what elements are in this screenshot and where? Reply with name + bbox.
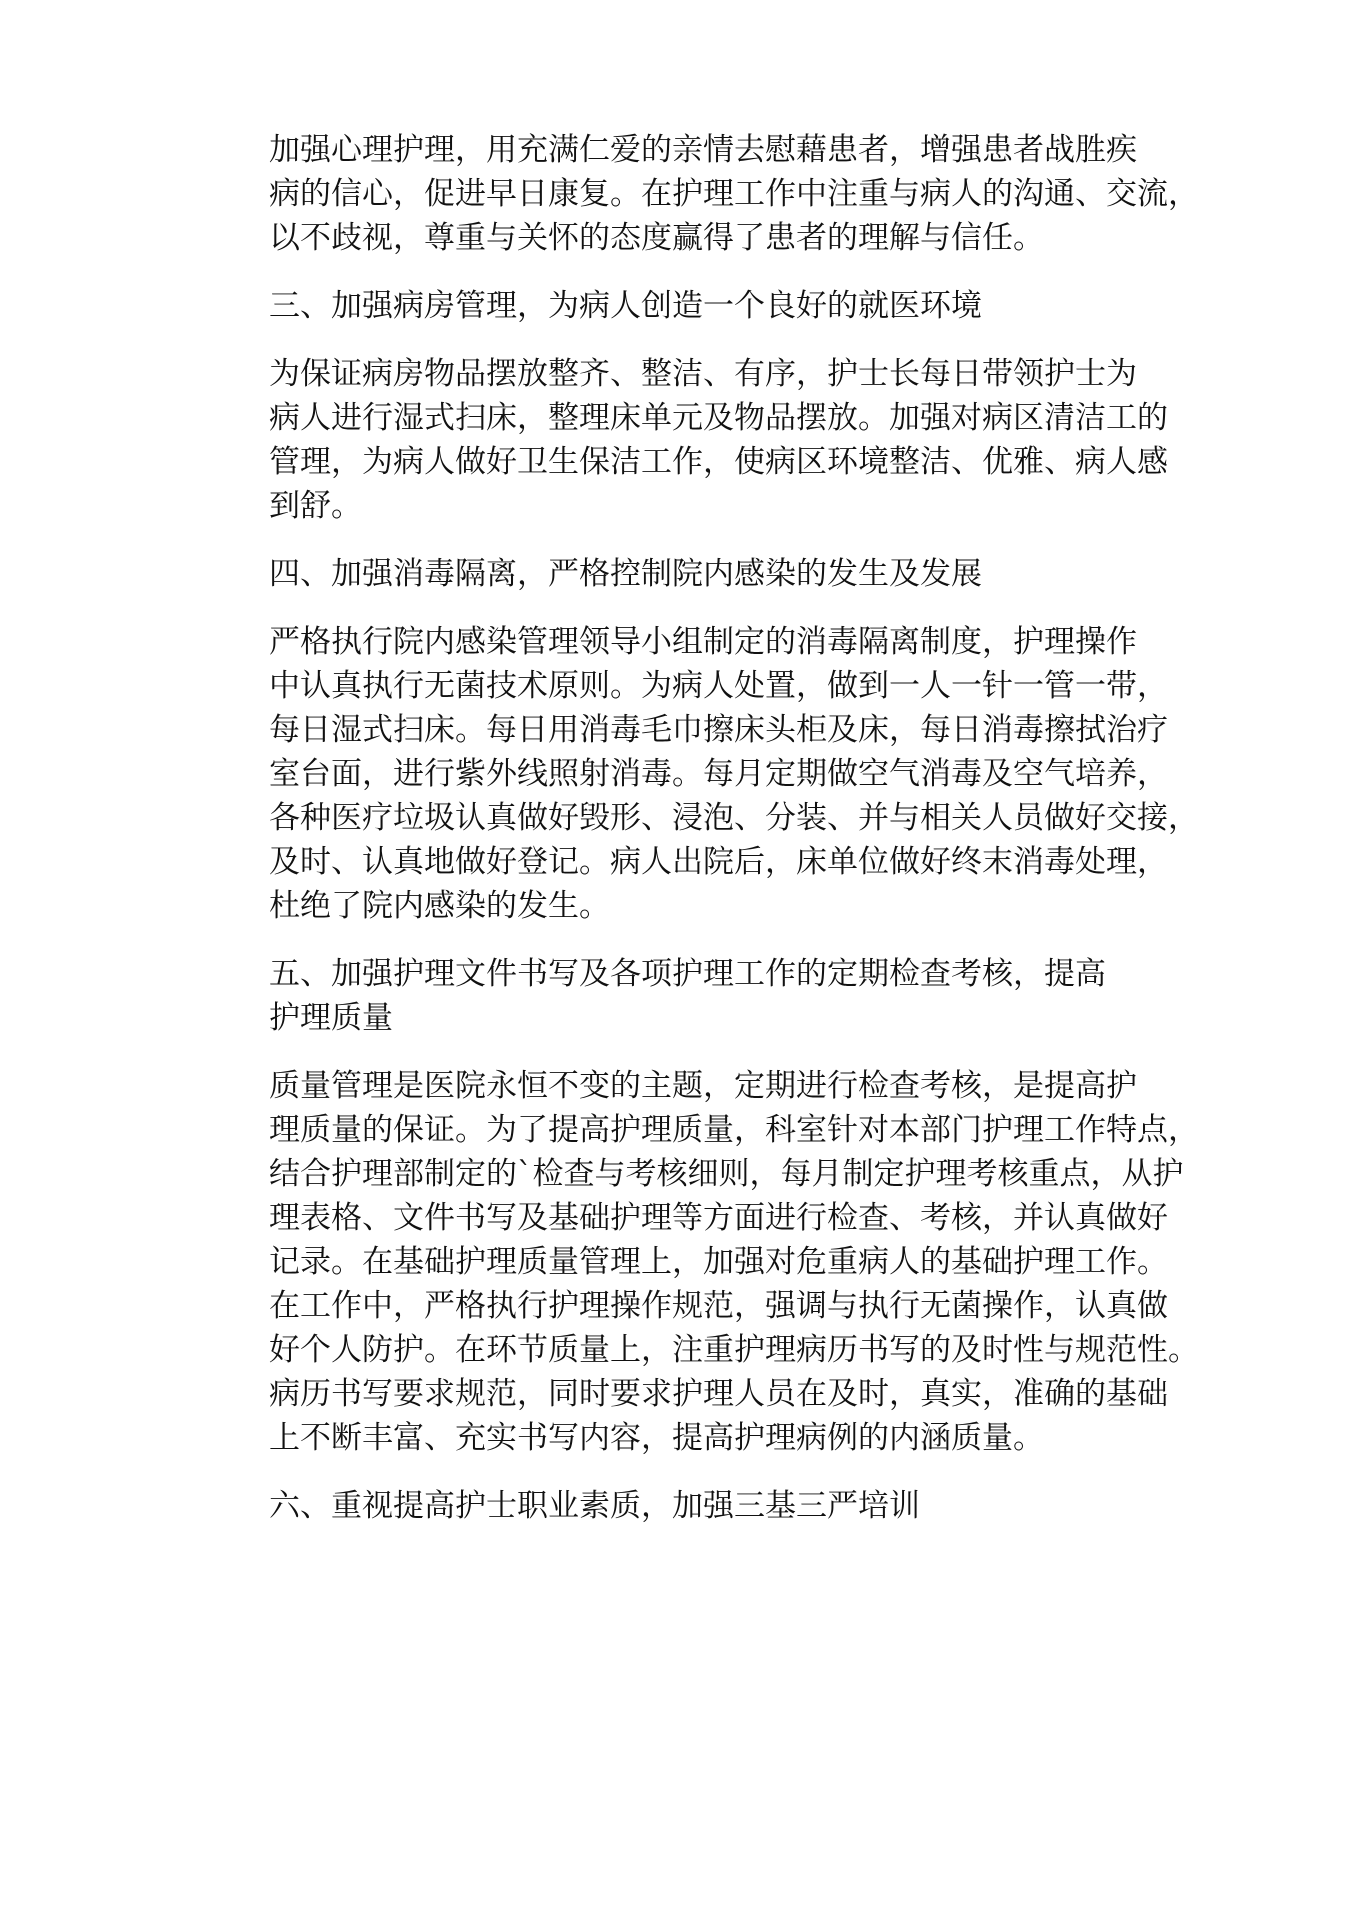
paragraph [207,128,1199,260]
paragraph-line: 病的信心，促进早日康复。在护理工作中注重与病人的沟通、交流， [269,176,1199,212]
section-heading [207,1484,1157,1528]
paragraph-line: 理表格、文件书写及基础护理等方面进行检查、考核，并认真做好 [269,1200,1168,1236]
section-heading [207,952,1157,1040]
paragraph-line: 杜绝了院内感染的发生。 [269,888,610,924]
paragraph-line: 严格执行院内感染管理领导小组制定的消毒隔离制度，护理操作 [269,624,1137,660]
paragraph-line: 好个人防护。在环节质量上，注重护理病历书写的及时性与规范性。 [269,1332,1199,1368]
paragraph-line: 记录。在基础护理质量管理上，加强对危重病人的基础护理工作。 [269,1244,1168,1280]
section-heading-line: 四、加强消毒隔离，严格控制院内感染的发生及发展 [269,556,982,592]
section-heading [207,552,1157,596]
paragraph-line: 病历书写要求规范，同时要求护理人员在及时，真实，准确的基础 [269,1376,1168,1412]
section-heading-line: 五、加强护理文件书写及各项护理工作的定期检查考核，提高 [269,956,1106,992]
paragraph [207,620,1199,928]
paragraph-line: 质量管理是医院永恒不变的主题，定期进行检查考核，是提高护 [269,1068,1137,1104]
paragraph [207,352,1168,528]
paragraph-line: 在工作中，严格执行护理操作规范，强调与执行无菌操作，认真做 [269,1288,1168,1324]
paragraph [207,1064,1199,1460]
paragraph-line: 病人进行湿式扫床，整理床单元及物品摆放。加强对病区清洁工的 [269,400,1168,436]
section-heading-line: 护理质量 [269,1000,393,1036]
paragraph-line: 上不断丰富、充实书写内容，提高护理病例的内涵质量。 [269,1420,1044,1456]
paragraph-line: 室台面，进行紫外线照射消毒。每月定期做空气消毒及空气培养， [269,756,1168,792]
paragraph-line: 理质量的保证。为了提高护理质量，科室针对本部门护理工作特点， [269,1112,1199,1148]
paragraph-line: 以不歧视，尊重与关怀的态度赢得了患者的理解与信任。 [269,220,1044,256]
paragraph-line: 中认真执行无菌技术原则。为病人处置，做到一人一针一管一带， [269,668,1168,704]
paragraph-line: 加强心理护理，用充满仁爱的亲情去慰藉患者，增强患者战胜疾 [269,132,1137,168]
paragraph-line: 管理，为病人做好卫生保洁工作，使病区环境整洁、优雅、病人感 [269,444,1168,480]
paragraph-line: 及时、认真地做好登记。病人出院后，床单位做好终末消毒处理， [269,844,1168,880]
section-heading-line: 六、重视提高护士职业素质，加强三基三严培训 [269,1488,920,1524]
section-heading [207,284,1157,328]
paragraph-line: 为保证病房物品摆放整齐、整洁、有序，护士长每日带领护士为 [269,356,1137,392]
paragraph-line: 到舒。 [269,488,362,524]
paragraph-line: 结合护理部制定的`检查与考核细则，每月制定护理考核重点，从护 [269,1156,1184,1192]
paragraph-line: 各种医疗垃圾认真做好毁形、浸泡、分装、并与相关人员做好交接， [269,800,1199,836]
section-heading-line: 三、加强病房管理，为病人创造一个良好的就医环境 [269,288,982,324]
document-body [207,128,1199,1552]
paragraph-line: 每日湿式扫床。每日用消毒毛巾擦床头柜及床，每日消毒擦拭治疗 [269,712,1168,748]
